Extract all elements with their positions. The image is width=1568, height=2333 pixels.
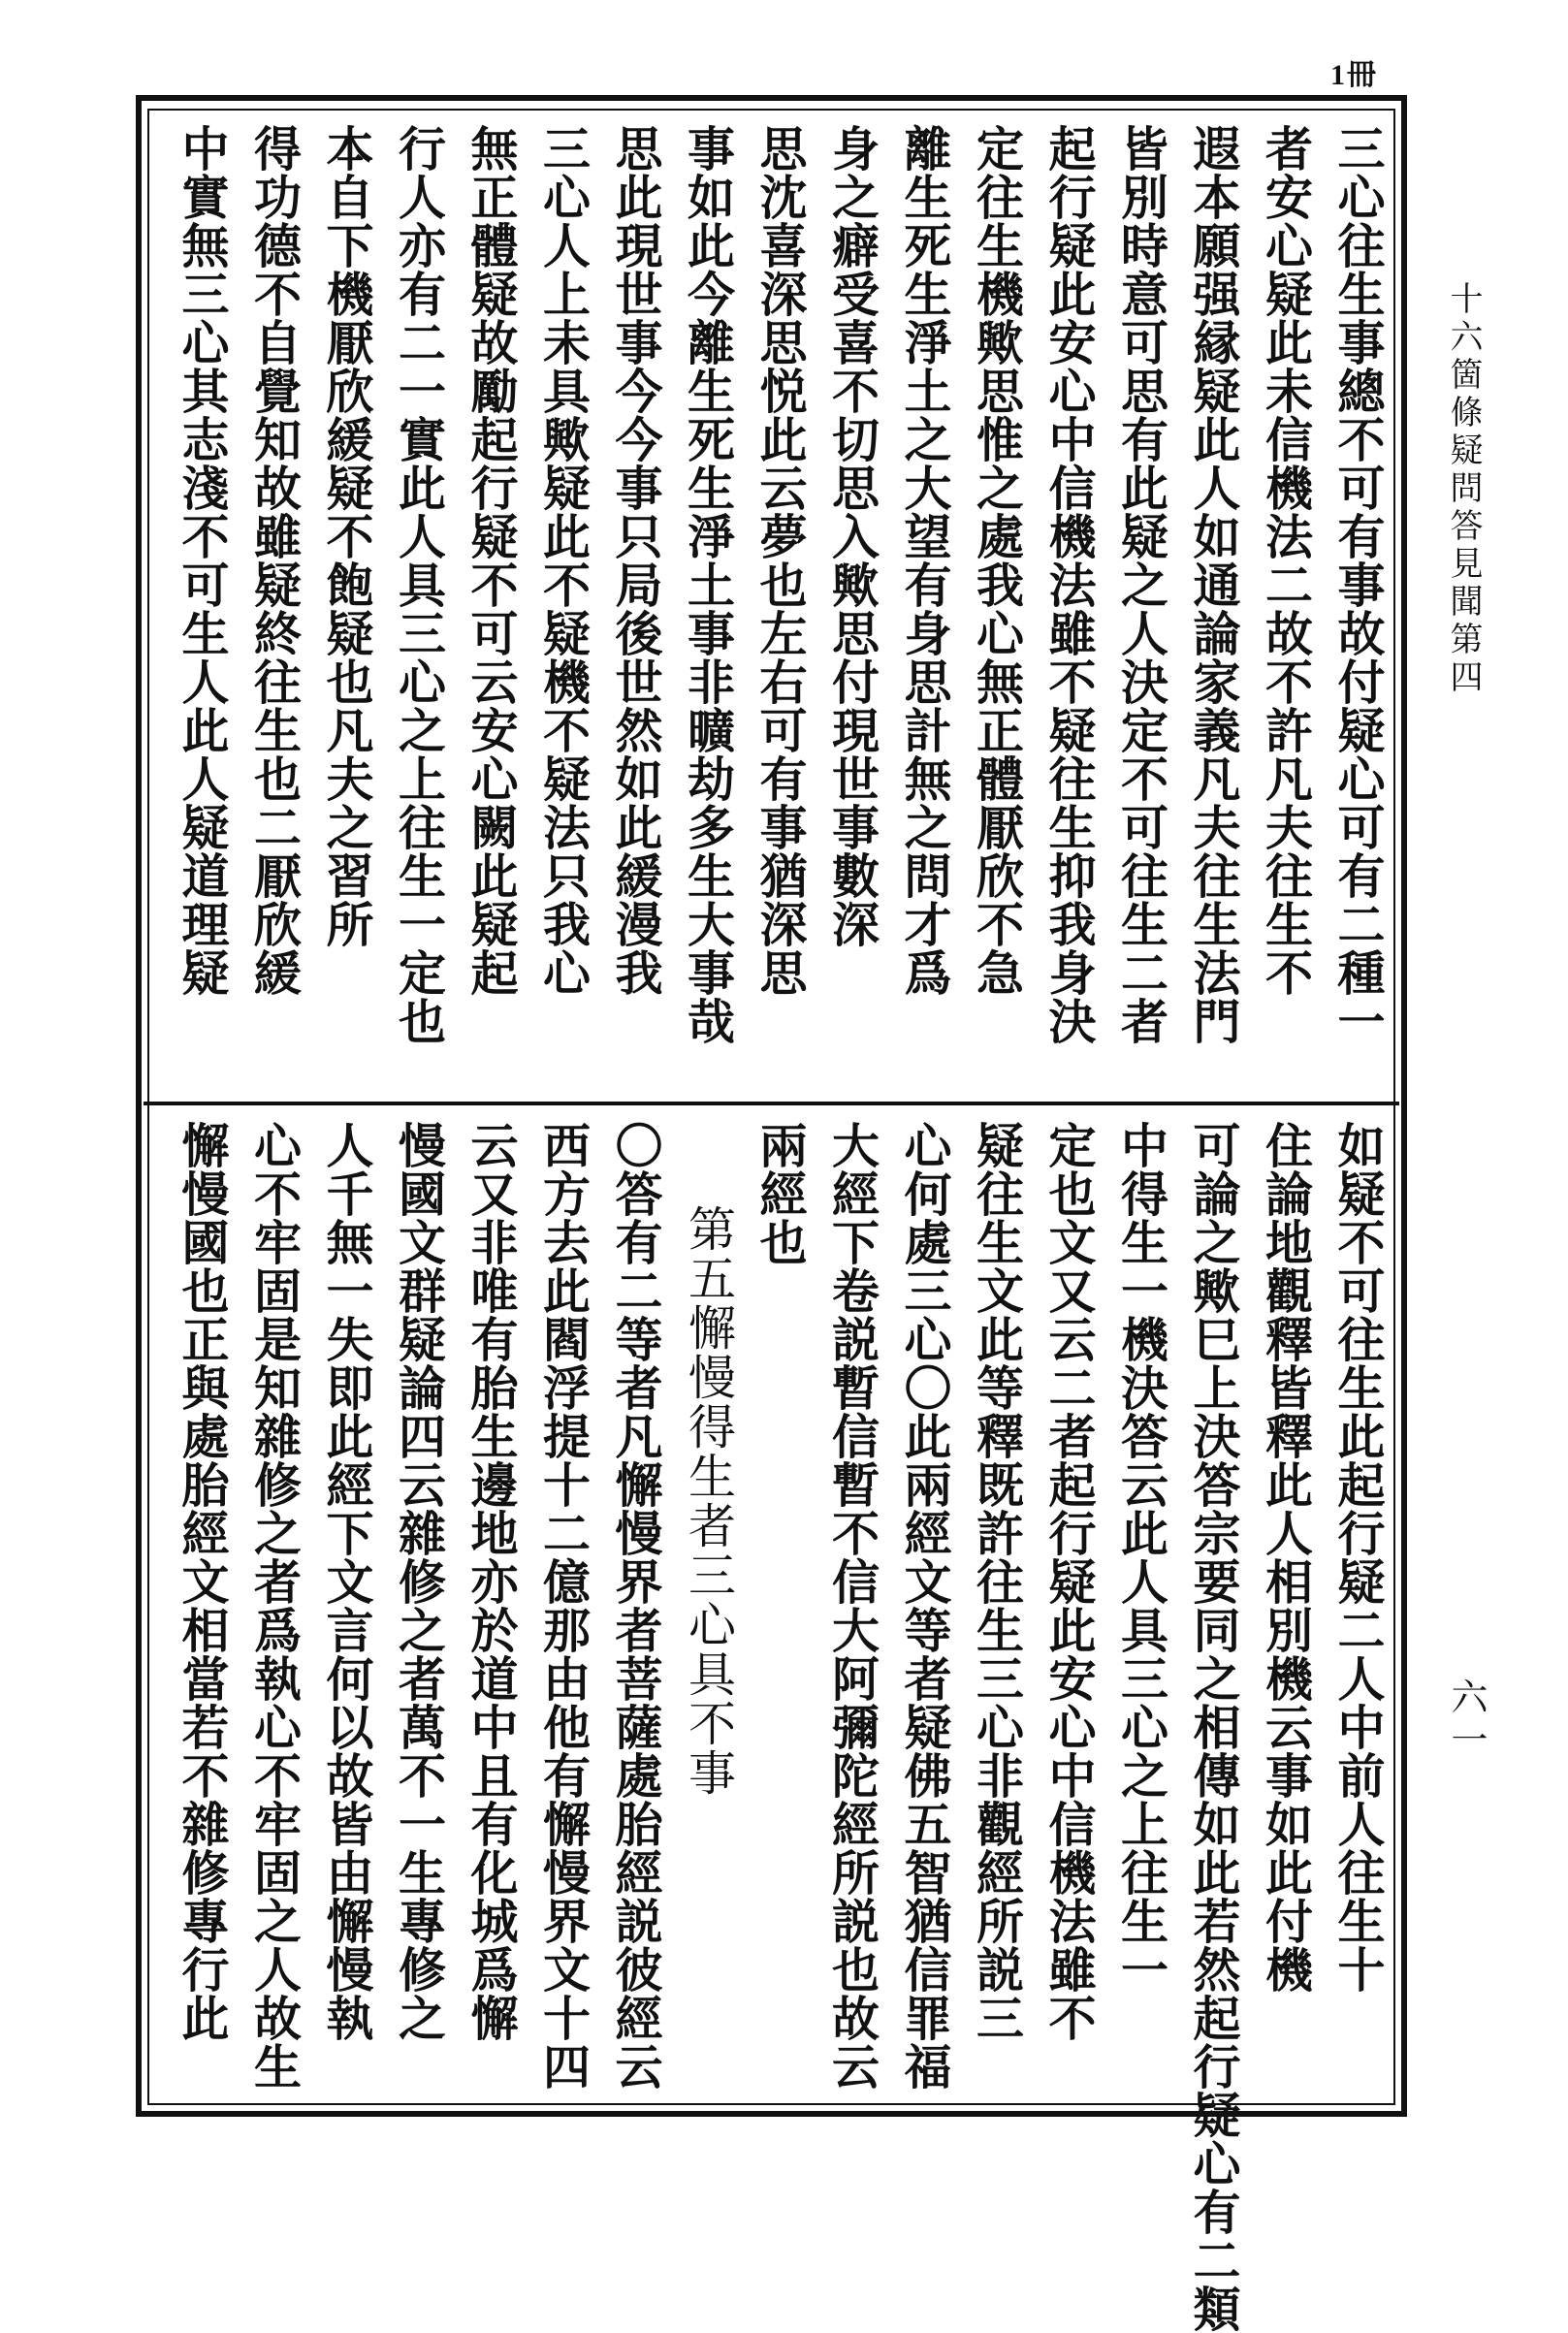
- text-column: 遐本願强縁疑此人如通論家義凡夫往生法門: [1186, 124, 1242, 1045]
- text-column: 定往生機歟思惟之處我心無正體厭欣不急: [969, 124, 1026, 997]
- text-column: 本自下機厭欣緩疑不飽疑也凡夫之習所: [319, 124, 375, 948]
- page-number: 六一: [1445, 1678, 1488, 1763]
- running-title: 十六箇條疑問答見聞第四: [1444, 281, 1483, 697]
- text-column: 三心人上未具歟疑此不疑機不疑法只我心: [535, 124, 592, 997]
- text-column: 皆別時意可思有此疑之人決定不可往生二者: [1113, 124, 1170, 1045]
- text-column: 懈慢國也正與處胎經文相當若不雜修專行此: [175, 1121, 231, 2042]
- horizontal-divider: [144, 1102, 1399, 1105]
- text-column: 事如此今離生死生淨土事非曠劫多生大事哉: [680, 124, 737, 1045]
- text-column: 心何處三心〇此兩經文等者疑佛五智猶信罪福: [897, 1121, 953, 2091]
- text-column: 得功德不自覺知故雖疑終往生也二厭欣緩: [246, 124, 304, 997]
- text-column: 〇答有二等者凡懈慢界者菩薩處胎經説彼經云: [608, 1121, 664, 2091]
- text-column: 者安心疑此未信機法二故不許凡夫往生不: [1258, 124, 1315, 997]
- text-column: 如疑不可往生此起行疑二人中前人往生十: [1330, 1121, 1387, 1994]
- text-column: 起行疑此安心中信機法雖不疑往生抑我身決: [1041, 124, 1098, 1045]
- upper-text-block: [163, 124, 1394, 1084]
- text-column: 可論之歟巳上決答宗要同之相傳如此若然起行疑心有二類: [1186, 1121, 1242, 2333]
- text-column: 云又非唯有胎生邊地亦於道中且有化城爲懈: [464, 1121, 520, 2042]
- text-column: 慢國文群疑論四云雜修之者萬不一生專修之: [391, 1121, 448, 2042]
- text-column: 西方去此閻浮提十二億那由他有懈慢界文十四: [535, 1121, 592, 2091]
- text-column: 無正體疑故勵起行疑不可云安心闕此疑起: [464, 124, 520, 997]
- text-column: 大經下卷説暫信暫不信大阿彌陀經所説也故云: [824, 1121, 881, 2091]
- text-column: 心不牢固是知雜修之者爲執心不牢固之人故生: [246, 1121, 304, 2091]
- section-heading: 第五懈慢得生者三心具不事: [681, 1204, 737, 1798]
- text-column: 思此現世事今今事只局後世然如此緩漫我: [608, 124, 664, 997]
- text-column: 思沈喜深思悦此云夢也左右可有事猶深思: [752, 124, 809, 997]
- text-column: 行人亦有二一實此人具三心之上往生一定也: [391, 124, 448, 1045]
- text-column: 中得生一機決答云此人具三心之上往生一: [1113, 1121, 1170, 1994]
- text-column: 離生死生淨土之大望有身思計無之問才爲: [897, 124, 953, 997]
- text-column: 定也文又云二者起行疑此安心中信機法雖不: [1041, 1121, 1098, 2042]
- text-column: 身之癖受喜不切思入歟思付現世事數深: [824, 124, 881, 948]
- lower-text-block: [163, 1121, 1394, 2333]
- text-column: 中實無三心其志淺不可生人此人疑道理疑: [175, 124, 231, 997]
- text-column: 疑往生文此等釋既許往生三心非觀經所説三: [969, 1121, 1026, 2042]
- text-column: 兩經也: [752, 1121, 809, 1266]
- volume-stamp: 1冊: [1330, 59, 1378, 91]
- text-column: 人千無一失即此經下文言何以故皆由懈慢執: [319, 1121, 375, 2042]
- text-column: 住論地觀釋皆釋此人相別機云事如此付機: [1258, 1121, 1315, 1994]
- text-column: 三心往生事總不可有事故付疑心可有二種一: [1330, 124, 1387, 1045]
